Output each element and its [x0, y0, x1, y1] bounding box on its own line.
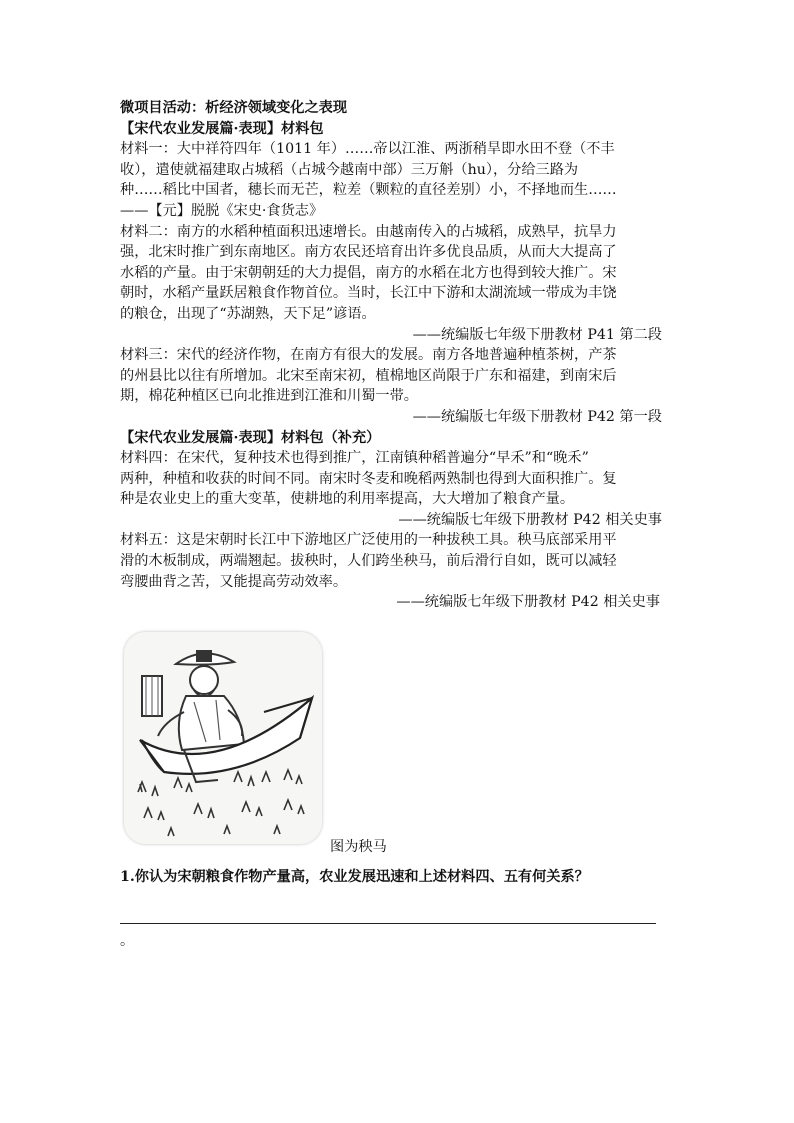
activity-title: 微项目活动：析经济领域变化之表现	[120, 100, 348, 116]
material-pack-heading: 【宋代农业发展篇·表现】材料包	[120, 120, 324, 137]
material-2-line: 强，北宋时推广到东南地区。南方农民还培育出许多优良品质，从而大大提高了	[120, 244, 617, 261]
material-1-line: 材料一：大中祥符四年（1011 年）……帝以江淮、两浙稍旱即水田不登（不丰	[120, 141, 615, 158]
answer-end-mark: 。	[120, 933, 134, 949]
material-5-line: 材料五：这是宋朝时长江中下游地区广泛使用的一种拔秧工具。秧马底部采用平	[120, 532, 617, 549]
material-2-line: 的粮仓，出现了“苏湖熟，天下足”谚语。	[120, 305, 376, 322]
material-1-source: ——【元】脱脱《宋史·食货志》	[120, 202, 324, 219]
answer-line[interactable]	[120, 923, 656, 924]
material-5-line: 滑的木板制成，两端翘起。拔秧时，人们跨坐秧马，前后滑行自如，既可以减轻	[120, 553, 617, 570]
yangma-drawing	[124, 632, 322, 844]
material-1	[120, 139, 680, 221]
material-4-line: 材料四：在宋代，复种技术也得到推广，江南镇种稻普遍分“早禾”和“晚禾”	[120, 450, 589, 467]
question-1: 1.你认为宋朝粮食作物产量高，农业发展迅速和上述材料四、五有何关系？	[120, 869, 589, 885]
material-2-line: 朝时，水稻产量跃居粮食作物首位。当时，长江中下游和太湖流域一带成为丰饶	[120, 285, 617, 302]
material-1-line: 收），遣使就福建取占城稻（占城今越南中部）三万斛（hu），分给三路为	[120, 161, 579, 178]
material-1-line: 种……稻比中国者，穗长而无芒，粒差（颗粒的直径差别）小，不择地而生……	[120, 182, 617, 199]
content-area	[120, 98, 680, 613]
material-2	[120, 222, 680, 346]
yangma-illustration	[124, 632, 322, 844]
material-4	[120, 448, 680, 530]
material-3-line: 材料三：宋代的经济作物，在南方有很大的发展。南方各地普遍种植茶树，产茶	[120, 347, 617, 364]
material-3-source: ——统编版七年级下册教材 P42 第一段	[412, 408, 662, 425]
figure-caption: 图为秧马	[330, 839, 387, 855]
material-3-line: 的州县比以往有所增加。北宋至南宋初，植棉地区尚限于广东和福建，到南宋后	[120, 367, 617, 384]
material-3	[120, 345, 680, 427]
material-5	[120, 530, 680, 612]
material-4-line: 两种，种植和收获的时间不同。南宋时冬麦和晚稻两熟制也得到大面积推广。复	[120, 470, 617, 487]
material-2-line: 水稻的产量。由于宋朝朝廷的大力提倡，南方的水稻在北方也得到较大推广。宋	[120, 264, 617, 281]
material-4-source: ——统编版七年级下册教材 P42 相关史事	[398, 511, 662, 528]
material-2-source: ——统编版七年级下册教材 P41 第二段	[412, 326, 662, 343]
material-5-line: 弯腰曲背之苦，又能提高劳动效率。	[120, 573, 348, 590]
material-2-line: 材料二：南方的水稻种植面积迅速增长。由越南传入的占城稻，成熟早，抗旱力	[120, 223, 617, 240]
material-pack-supplement-heading: 【宋代农业发展篇·表现】材料包（补充）	[120, 429, 381, 446]
material-4-line: 种是农业史上的重大变革，使耕地的利用率提高，大大增加了粮食产量。	[120, 491, 575, 508]
material-5-source: ——统编版七年级下册教材 P42 相关史事	[396, 594, 660, 611]
material-3-line: 期，棉花种植区已向北推进到江淮和川蜀一带。	[120, 388, 418, 405]
